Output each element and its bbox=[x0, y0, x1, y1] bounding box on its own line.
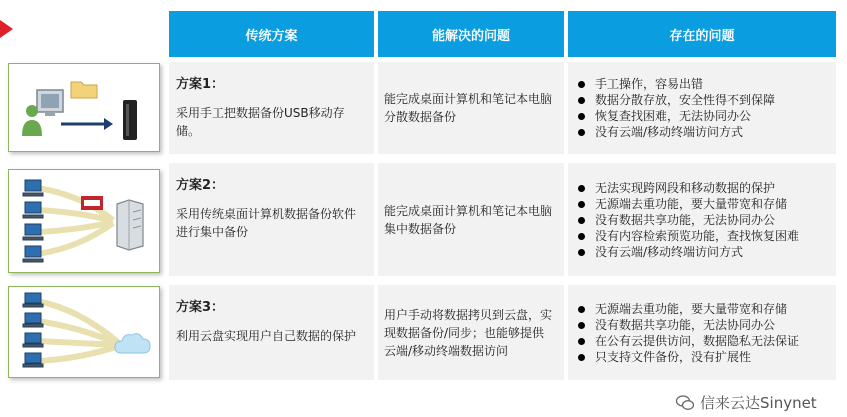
issue-item: 没有内容检索预览功能，查找恢复困难 bbox=[576, 228, 832, 244]
scheme3-description-cell bbox=[169, 285, 374, 380]
scheme3-desc: 利用云盘实现用户自己数据的保护 bbox=[176, 329, 357, 343]
bullet-icon bbox=[578, 249, 585, 256]
scheme3-issues-cell bbox=[568, 285, 836, 380]
scheme3-solves-cell bbox=[378, 285, 564, 380]
issue-item: 无源端去重功能，要大量带宽和存储 bbox=[576, 301, 832, 317]
bullet-icon bbox=[578, 322, 585, 329]
scheme2-solves: 能完成桌面计算机和笔记本电脑集中数据备份 bbox=[384, 203, 553, 236]
bullet-icon bbox=[578, 306, 585, 313]
bullet-icon bbox=[578, 113, 585, 120]
scheme2-issues-cell bbox=[568, 163, 836, 276]
issue-item: 在公有云提供访问，数据隐私无法保证 bbox=[576, 333, 832, 349]
issue-item: 无法实现跨网段和移动数据的保护 bbox=[576, 180, 832, 196]
scheme2-desc: 采用传统桌面计算机数据备份软件进行集中备份 bbox=[176, 207, 357, 239]
scheme1-issues-cell bbox=[568, 62, 836, 154]
issue-item: 没有云端/移动终端访问方式 bbox=[576, 244, 832, 260]
bullet-icon bbox=[578, 233, 585, 240]
scheme3-illustration bbox=[8, 286, 160, 378]
scheme2-solves-cell bbox=[378, 163, 564, 276]
scheme3-solves: 用户手动将数据拷贝到云盘，实现数据备份/同步；也能够提供云端/移动终端数据访问 bbox=[384, 307, 553, 358]
issue-item: 无源端去重功能，要大量带宽和存储 bbox=[576, 196, 832, 212]
scheme2-illustration bbox=[8, 169, 160, 273]
scheme1-title: 方案1： bbox=[176, 77, 225, 92]
wechat-icon bbox=[676, 395, 694, 411]
issue-item: 没有数据共享功能，无法协同办公 bbox=[576, 212, 832, 228]
watermark-text: 信来云达Sinynet bbox=[700, 394, 817, 412]
scheme1-solves: 能完成桌面计算机和笔记本电脑分散数据备份 bbox=[384, 92, 553, 124]
bullet-icon bbox=[578, 81, 585, 88]
bullet-icon bbox=[578, 97, 585, 104]
bullet-icon bbox=[578, 354, 585, 361]
bullet-icon bbox=[578, 129, 585, 136]
issue-item: 没有数据共享功能，无法协同办公 bbox=[576, 317, 832, 333]
issue-item: 恢复查找困难，无法协同办公 bbox=[576, 108, 832, 124]
red-arrow-marker bbox=[0, 20, 13, 38]
issue-item: 只支持文件备份，没有扩展性 bbox=[576, 349, 832, 365]
scheme1-desc: 采用手工把数据备份USB移动存储。 bbox=[176, 106, 345, 138]
header-solvable-problems: 能解决的问题 bbox=[378, 11, 564, 57]
bullet-icon bbox=[578, 217, 585, 224]
header-traditional-scheme: 传统方案 bbox=[169, 11, 374, 57]
scheme2-description-cell bbox=[169, 163, 374, 276]
bullet-icon bbox=[578, 201, 585, 208]
scheme1-illustration bbox=[8, 63, 160, 152]
bullet-icon bbox=[578, 185, 585, 192]
bullet-icon bbox=[578, 338, 585, 345]
issue-item: 没有云端/移动终端访问方式 bbox=[576, 124, 832, 140]
header-existing-problems: 存在的问题 bbox=[568, 11, 836, 57]
issue-item: 数据分散存放，安全性得不到保障 bbox=[576, 92, 832, 108]
scheme1-description-cell bbox=[169, 62, 374, 154]
issue-item: 手工操作，容易出错 bbox=[576, 76, 832, 92]
scheme1-solves-cell bbox=[378, 62, 564, 154]
watermark bbox=[676, 392, 817, 413]
scheme3-title: 方案3： bbox=[176, 300, 225, 315]
scheme2-title: 方案2： bbox=[176, 178, 225, 193]
